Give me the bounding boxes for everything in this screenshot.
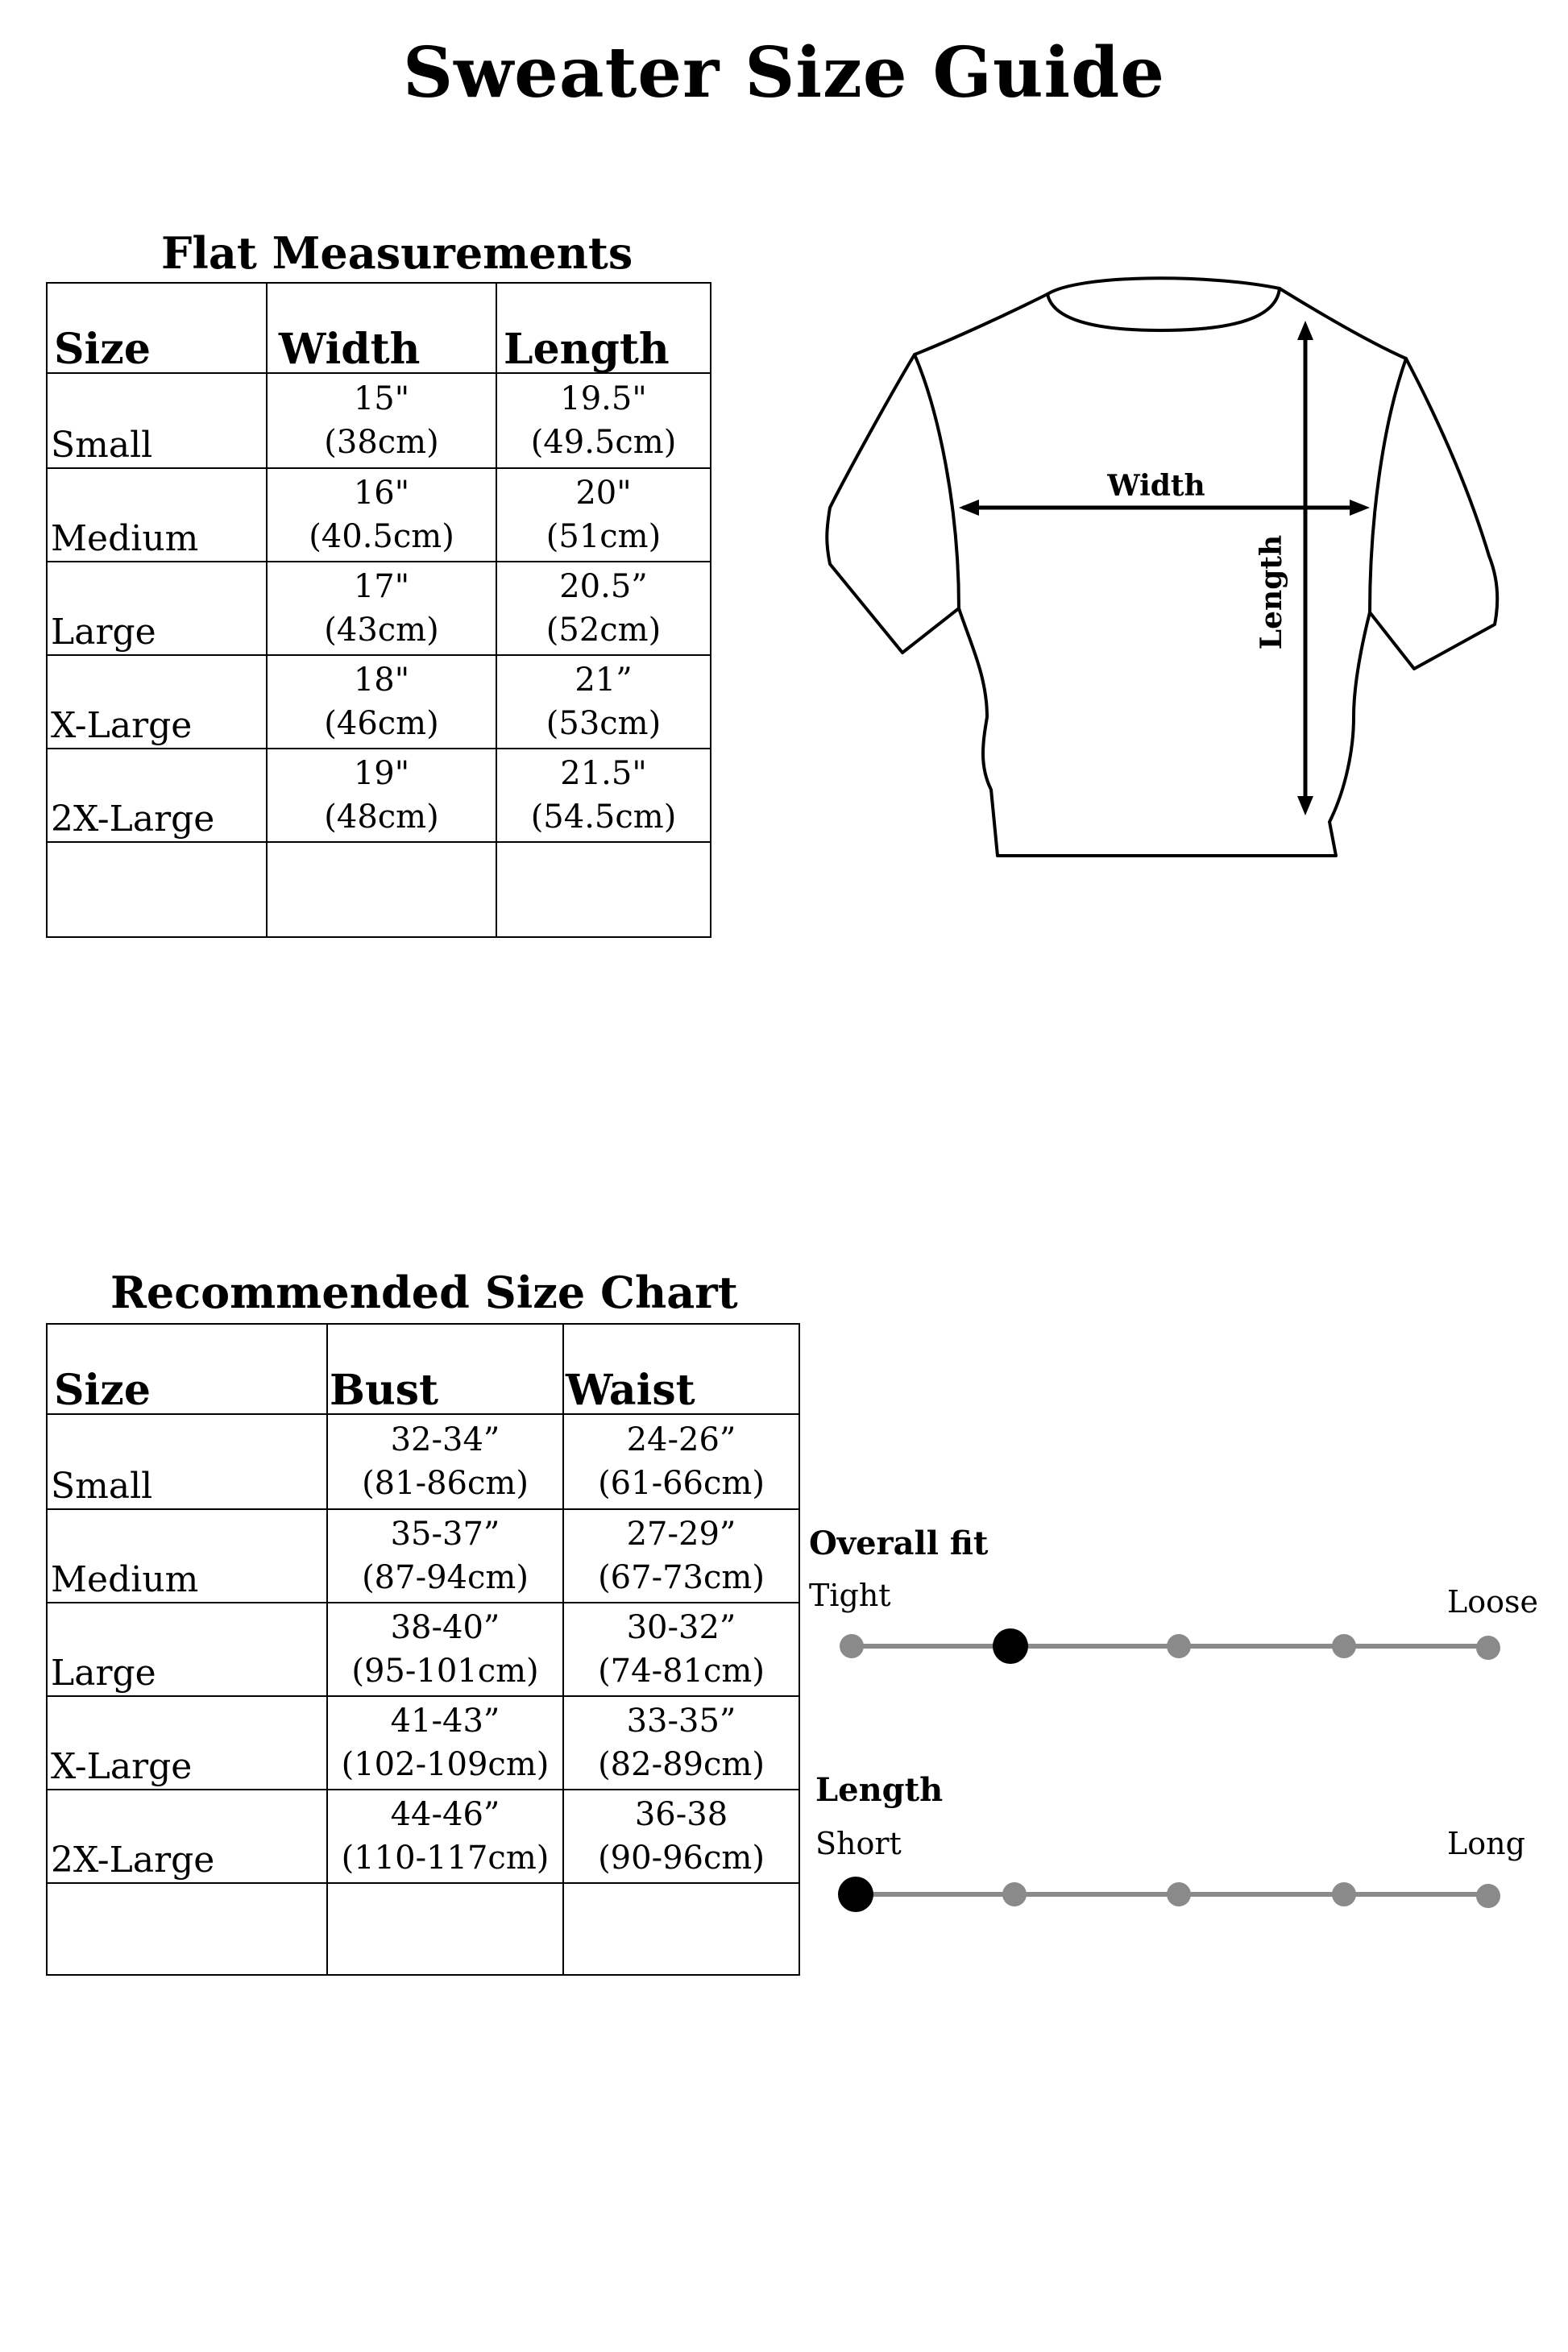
length-fit-step-5 — [1476, 1884, 1500, 1908]
table-header-row — [47, 1324, 799, 1414]
empty-cell — [267, 842, 496, 937]
waist-cell: 30-32” (74-81cm) — [563, 1603, 799, 1696]
header-width: Width — [267, 283, 496, 373]
size-cell: Large — [47, 1603, 327, 1696]
table-row — [47, 468, 711, 562]
overall-fit-right-label: Loose — [1447, 1584, 1538, 1620]
length-fit-label: Length — [815, 1771, 944, 1809]
length-fit-step-4 — [1332, 1882, 1356, 1906]
waist-cell: 27-29” (67-73cm) — [563, 1509, 799, 1603]
width-cell: 15" (38cm) — [267, 373, 496, 468]
overall-fit-selected-dot — [993, 1628, 1028, 1664]
overall-fit-step-3 — [1167, 1634, 1191, 1658]
table-row — [47, 562, 711, 655]
header-waist: Waist — [563, 1324, 799, 1414]
table-empty-row — [47, 1883, 799, 1975]
overall-fit-label: Overall fit — [809, 1524, 989, 1562]
size-cell: Medium — [47, 1509, 327, 1603]
empty-cell — [47, 1883, 327, 1975]
length-fit-left-label: Short — [815, 1826, 902, 1861]
bust-cell: 35-37” (87-94cm) — [327, 1509, 563, 1603]
empty-cell — [47, 842, 267, 937]
bust-cell: 41-43” (102-109cm) — [327, 1696, 563, 1790]
width-cell: 16" (40.5cm) — [267, 468, 496, 562]
waist-cell: 36-38 (90-96cm) — [563, 1790, 799, 1883]
table-row — [47, 655, 711, 749]
length-fit-step-2 — [1002, 1882, 1027, 1906]
table-row — [47, 1414, 799, 1509]
width-cell: 17" (43cm) — [267, 562, 496, 655]
sweater-outline-icon — [814, 266, 1523, 878]
bust-cell: 38-40” (95-101cm) — [327, 1603, 563, 1696]
length-cell: 19.5" (49.5cm) — [496, 373, 711, 468]
table-row — [47, 1696, 799, 1790]
size-cell: Large — [47, 562, 267, 655]
width-cell: 18" (46cm) — [267, 655, 496, 749]
overall-fit-left-label: Tight — [809, 1578, 891, 1613]
length-fit-selected-dot — [838, 1877, 873, 1912]
recommended-size-heading: Recommended Size Chart — [110, 1267, 738, 1318]
length-fit-right-label: Long — [1447, 1826, 1525, 1861]
header-size: Size — [47, 283, 267, 373]
table-row — [47, 1603, 799, 1696]
bust-cell: 44-46” (110-117cm) — [327, 1790, 563, 1883]
waist-cell: 24-26” (61-66cm) — [563, 1414, 799, 1509]
width-cell: 19" (48cm) — [267, 749, 496, 842]
overall-fit-step-5 — [1476, 1636, 1500, 1660]
table-row — [47, 373, 711, 468]
waist-cell: 33-35” (82-89cm) — [563, 1696, 799, 1790]
length-fit-step-3 — [1167, 1882, 1191, 1906]
length-cell: 20" (51cm) — [496, 468, 711, 562]
bust-cell: 32-34” (81-86cm) — [327, 1414, 563, 1509]
page-title: Sweater Size Guide — [402, 32, 1166, 114]
size-cell: 2X-Large — [47, 749, 267, 842]
table-header-row — [47, 283, 711, 373]
empty-cell — [496, 842, 711, 937]
collar-shape — [1047, 278, 1280, 330]
empty-cell — [563, 1883, 799, 1975]
size-cell: X-Large — [47, 655, 267, 749]
size-cell: Small — [47, 1414, 327, 1509]
empty-cell — [327, 1883, 563, 1975]
size-cell: X-Large — [47, 1696, 327, 1790]
overall-fit-step-4 — [1332, 1634, 1356, 1658]
recommended-size-table — [46, 1323, 800, 1976]
overall-fit-step-1 — [840, 1634, 864, 1658]
table-row — [47, 1790, 799, 1883]
length-arrow — [1297, 321, 1313, 815]
length-cell: 21” (53cm) — [496, 655, 711, 749]
size-cell: Medium — [47, 468, 267, 562]
table-row — [47, 1509, 799, 1603]
flat-measurements-table — [46, 282, 711, 938]
header-length: Length — [496, 283, 711, 373]
size-cell: 2X-Large — [47, 1790, 327, 1883]
width-label: Width — [1107, 469, 1205, 503]
length-label: Length — [1255, 534, 1288, 650]
flat-measurements-heading: Flat Measurements — [161, 227, 633, 279]
header-size: Size — [47, 1324, 327, 1414]
table-empty-row — [47, 842, 711, 937]
length-cell: 21.5" (54.5cm) — [496, 749, 711, 842]
length-cell: 20.5” (52cm) — [496, 562, 711, 655]
header-bust: Bust — [327, 1324, 563, 1414]
table-row — [47, 749, 711, 842]
size-cell: Small — [47, 373, 267, 468]
